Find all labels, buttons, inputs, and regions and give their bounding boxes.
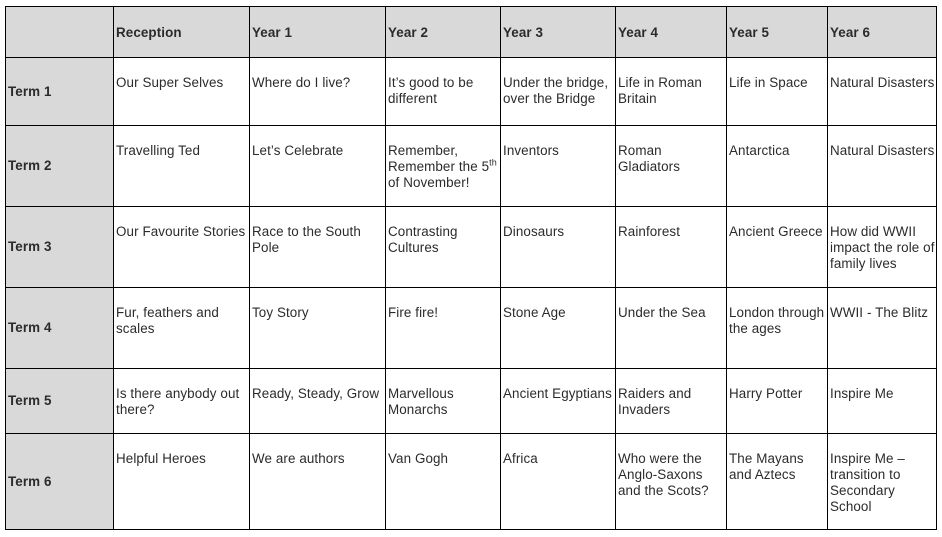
topic-cell: Who were the Anglo-Saxons and the Scots? <box>616 434 727 530</box>
topic-cell: Contrasting Cultures <box>386 207 501 288</box>
term-label: Term 1 <box>6 58 114 126</box>
column-header: Reception <box>114 7 250 58</box>
topic-cell: How did WWII impact the role of family lives <box>828 207 937 288</box>
term-label: Term 4 <box>6 288 114 369</box>
topic-cell: Under the Sea <box>616 288 727 369</box>
column-header: Year 1 <box>250 7 386 58</box>
topic-cell: It’s good to be different <box>386 58 501 126</box>
topic-cell: Let’s Celebrate <box>250 126 386 207</box>
topic-cell: Inspire Me – transition to Secondary School <box>828 434 937 530</box>
topic-cell: Ancient Egyptians <box>501 369 616 434</box>
column-header: Year 5 <box>727 7 828 58</box>
topic-cell: Inspire Me <box>828 369 937 434</box>
table-row <box>6 58 937 126</box>
topic-cell: Africa <box>501 434 616 530</box>
topic-cell: Ancient Greece <box>727 207 828 288</box>
topic-cell: Natural Disasters <box>828 126 937 207</box>
table-row <box>6 434 937 530</box>
term-label: Term 5 <box>6 369 114 434</box>
topic-cell <box>386 126 501 207</box>
table-row <box>6 126 937 207</box>
topic-cell: Natural Disasters <box>828 58 937 126</box>
column-header: Year 6 <box>828 7 937 58</box>
topic-text-part: Remember, Remember the 5 <box>388 143 490 174</box>
topic-text-part: of November! <box>388 175 470 190</box>
topic-cell: We are authors <box>250 434 386 530</box>
topic-cell: Inventors <box>501 126 616 207</box>
table-row <box>6 369 937 434</box>
topic-cell: The Mayans and Aztecs <box>727 434 828 530</box>
topic-cell: Race to the South Pole <box>250 207 386 288</box>
topic-cell: Where do I live? <box>250 58 386 126</box>
topic-cell: Raiders and Invaders <box>616 369 727 434</box>
topic-cell: Ready, Steady, Grow <box>250 369 386 434</box>
topic-cell: Is there anybody out there? <box>114 369 250 434</box>
topic-cell: Life in Space <box>727 58 828 126</box>
topic-cell: Stone Age <box>501 288 616 369</box>
topic-cell: Harry Potter <box>727 369 828 434</box>
topic-cell: Van Gogh <box>386 434 501 530</box>
topic-cell: Roman Gladiators <box>616 126 727 207</box>
topic-cell: Under the bridge, over the Bridge <box>501 58 616 126</box>
topic-cell: WWII - The Blitz <box>828 288 937 369</box>
topic-cell: Marvellous Monarchs <box>386 369 501 434</box>
topic-cell: Rainforest <box>616 207 727 288</box>
topic-cell: Antarctica <box>727 126 828 207</box>
term-label: Term 3 <box>6 207 114 288</box>
term-label: Term 2 <box>6 126 114 207</box>
topic-cell: Fire fire! <box>386 288 501 369</box>
column-header: Year 3 <box>501 7 616 58</box>
topic-cell: Fur, feathers and scales <box>114 288 250 369</box>
topic-cell: Life in Roman Britain <box>616 58 727 126</box>
ordinal-suffix: th <box>489 157 497 168</box>
topic-cell: Our Favourite Stories <box>114 207 250 288</box>
table-row <box>6 288 937 369</box>
topic-cell: Toy Story <box>250 288 386 369</box>
topic-cell: London through the ages <box>727 288 828 369</box>
column-header: Year 4 <box>616 7 727 58</box>
column-header: Year 2 <box>386 7 501 58</box>
table-row <box>6 207 937 288</box>
topic-table <box>5 6 937 530</box>
topic-cell: Helpful Heroes <box>114 434 250 530</box>
topic-cell: Travelling Ted <box>114 126 250 207</box>
term-label: Term 6 <box>6 434 114 530</box>
topic-cell: Our Super Selves <box>114 58 250 126</box>
topic-cell: Dinosaurs <box>501 207 616 288</box>
corner-cell <box>6 7 114 58</box>
header-row <box>6 7 937 58</box>
